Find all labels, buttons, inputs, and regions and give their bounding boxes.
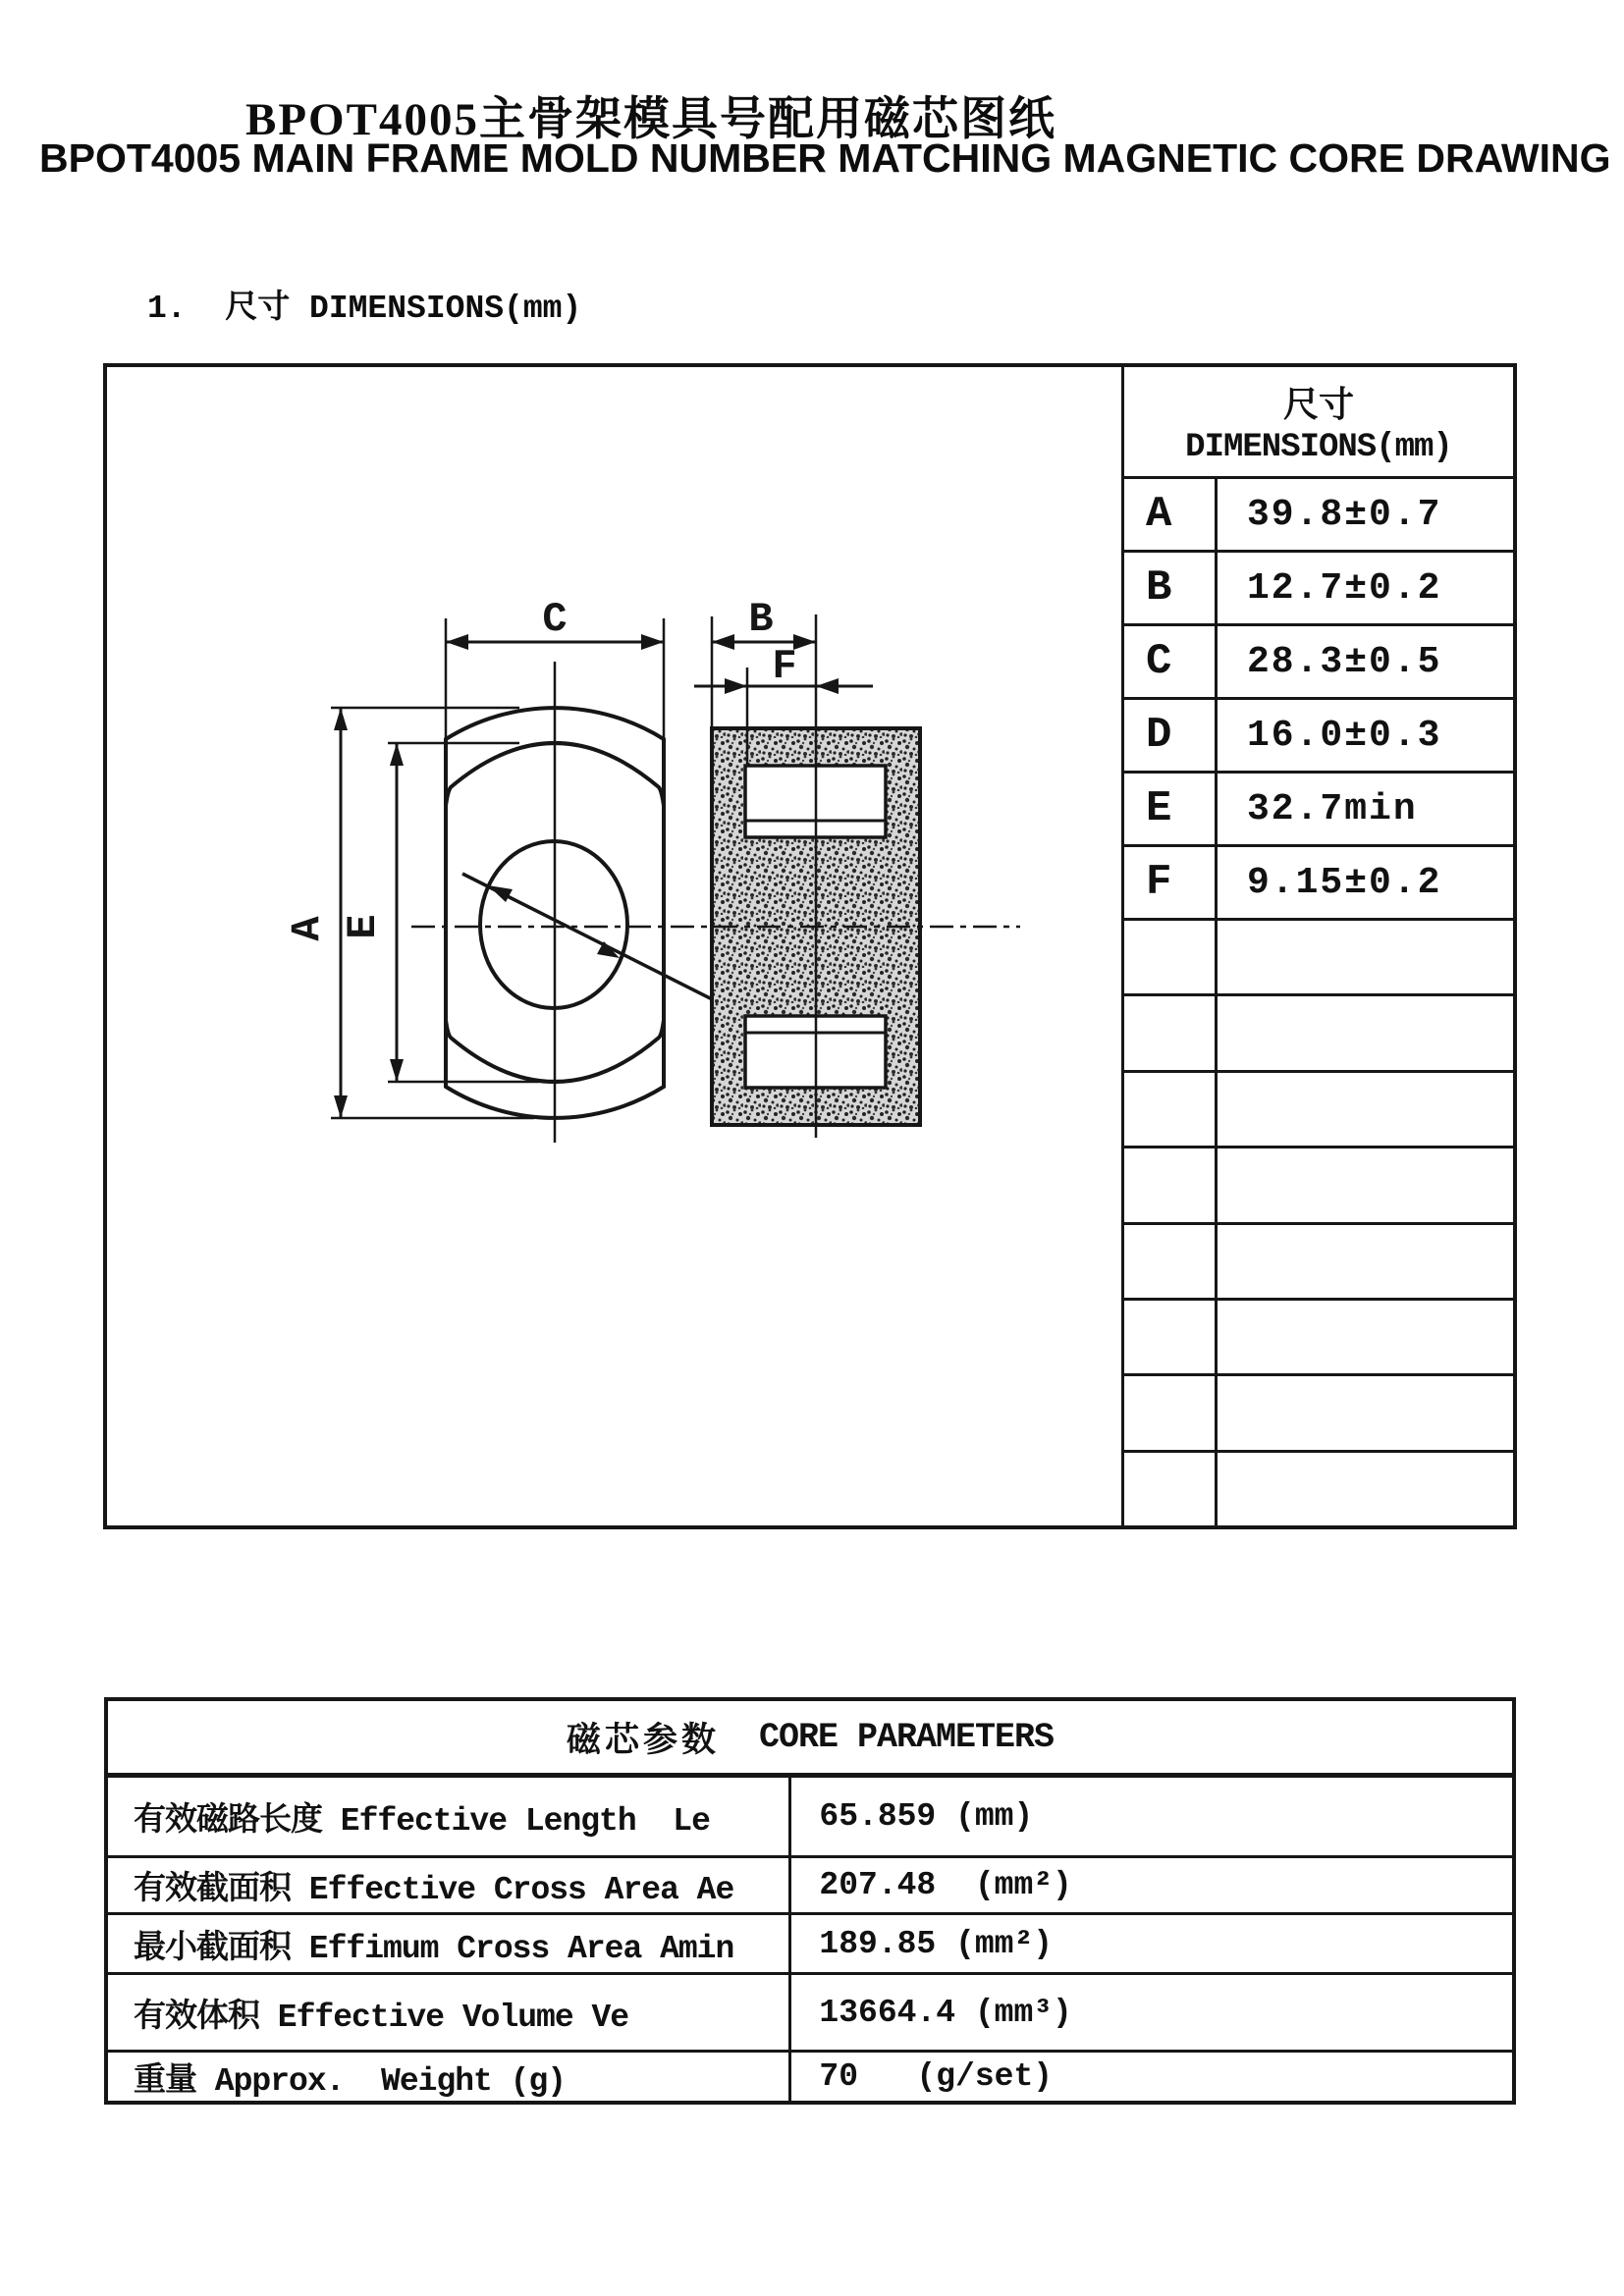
core-parameters-header — [108, 1701, 1512, 1778]
dimensions-header-en: DIMENSIONS(mm) — [1185, 429, 1452, 466]
table-row — [108, 1975, 1512, 2053]
core-parameters-table — [104, 1697, 1516, 2105]
empty-table-row — [1124, 996, 1513, 1072]
table-row — [1124, 847, 1513, 921]
table-row — [1124, 479, 1513, 553]
table-row — [108, 1915, 1512, 1975]
dim-f-arrow-right — [816, 678, 839, 694]
dim-row-value: 9.15±0.2 — [1247, 861, 1442, 904]
dim-label-f: F — [772, 643, 797, 690]
dim-row-label: A — [1124, 479, 1218, 550]
param-label: 有效体积 Effective Volume Ve — [108, 1975, 791, 2050]
dimensions-table — [1121, 367, 1513, 1525]
param-label: 重量 Approx. Weight (g) — [108, 2053, 791, 2101]
dim-label-b: B — [748, 596, 774, 643]
drawing-frame — [103, 363, 1517, 1529]
empty-table-row — [1124, 1225, 1513, 1301]
core-parameters-header-cn: 磁芯参数 — [566, 1720, 720, 1759]
dim-row-label: E — [1124, 774, 1218, 844]
page-subtitle: BPOT4005 MAIN FRAME MOLD NUMBER MATCHING MAGNETIC CORE DRAWING — [39, 135, 1611, 181]
dim-a-arrow-top — [334, 708, 348, 730]
dim-row-label: D — [1124, 700, 1218, 771]
empty-table-row — [1124, 921, 1513, 996]
table-row — [1124, 553, 1513, 626]
param-value: 207.48 (mm²) — [819, 1867, 1072, 1903]
empty-table-row — [1124, 1453, 1513, 1525]
param-label: 有效截面积 Effective Cross Area Ae — [108, 1858, 791, 1912]
page-title: BPOT4005主骨架模具号配用磁芯图纸 — [245, 94, 1056, 145]
dim-label-a: A — [284, 916, 331, 941]
dim-b-arrow-left — [712, 634, 734, 650]
empty-table-row — [1124, 1148, 1513, 1224]
dim-label-c: C — [542, 596, 568, 643]
dim-row-value: 39.8±0.7 — [1247, 493, 1442, 536]
dim-c-arrow-left — [446, 634, 468, 650]
dim-row-value: 12.7±0.2 — [1247, 566, 1442, 610]
section1-heading: 1. 尺寸 DIMENSIONS(mm) — [147, 291, 582, 327]
table-row — [1124, 626, 1513, 700]
param-label: 最小截面积 Effimum Cross Area Amin — [108, 1915, 791, 1972]
table-row — [108, 1858, 1512, 1915]
dim-e-arrow-top — [390, 743, 404, 766]
param-value: 189.85 (mm²) — [819, 1925, 1054, 1962]
param-label: 有效磁路长度 Effective Length Le — [108, 1778, 791, 1855]
dim-row-value: 16.0±0.3 — [1247, 714, 1442, 757]
table-row — [1124, 700, 1513, 774]
dimensions-table-header — [1124, 367, 1513, 479]
dim-f-arrow-left — [725, 678, 747, 694]
dim-row-value: 32.7min — [1247, 787, 1418, 830]
param-value: 13664.4 (mm³) — [819, 1994, 1072, 2031]
dim-row-label: B — [1124, 553, 1218, 623]
param-value: 65.859 (mm) — [819, 1798, 1034, 1835]
empty-table-row — [1124, 1073, 1513, 1148]
hole-diameter-arrow-upper — [488, 885, 513, 902]
dim-label-e: E — [340, 914, 387, 939]
dim-row-label: F — [1124, 847, 1218, 918]
empty-table-row — [1124, 1301, 1513, 1376]
param-value: 70 (g/set) — [819, 2058, 1054, 2095]
dim-c-arrow-right — [641, 634, 664, 650]
dim-e-arrow-bottom — [390, 1059, 404, 1082]
dimensions-header-cn: 尺寸 — [1282, 385, 1354, 424]
dim-row-value: 28.3±0.5 — [1247, 640, 1442, 683]
dim-row-label: C — [1124, 626, 1218, 697]
table-row — [108, 2053, 1512, 2101]
dim-a-arrow-bottom — [334, 1095, 348, 1118]
table-row — [1124, 774, 1513, 847]
empty-table-row — [1124, 1376, 1513, 1452]
core-parameters-header-en: CORE PARAMETERS — [758, 1717, 1055, 1757]
table-row — [108, 1778, 1512, 1858]
